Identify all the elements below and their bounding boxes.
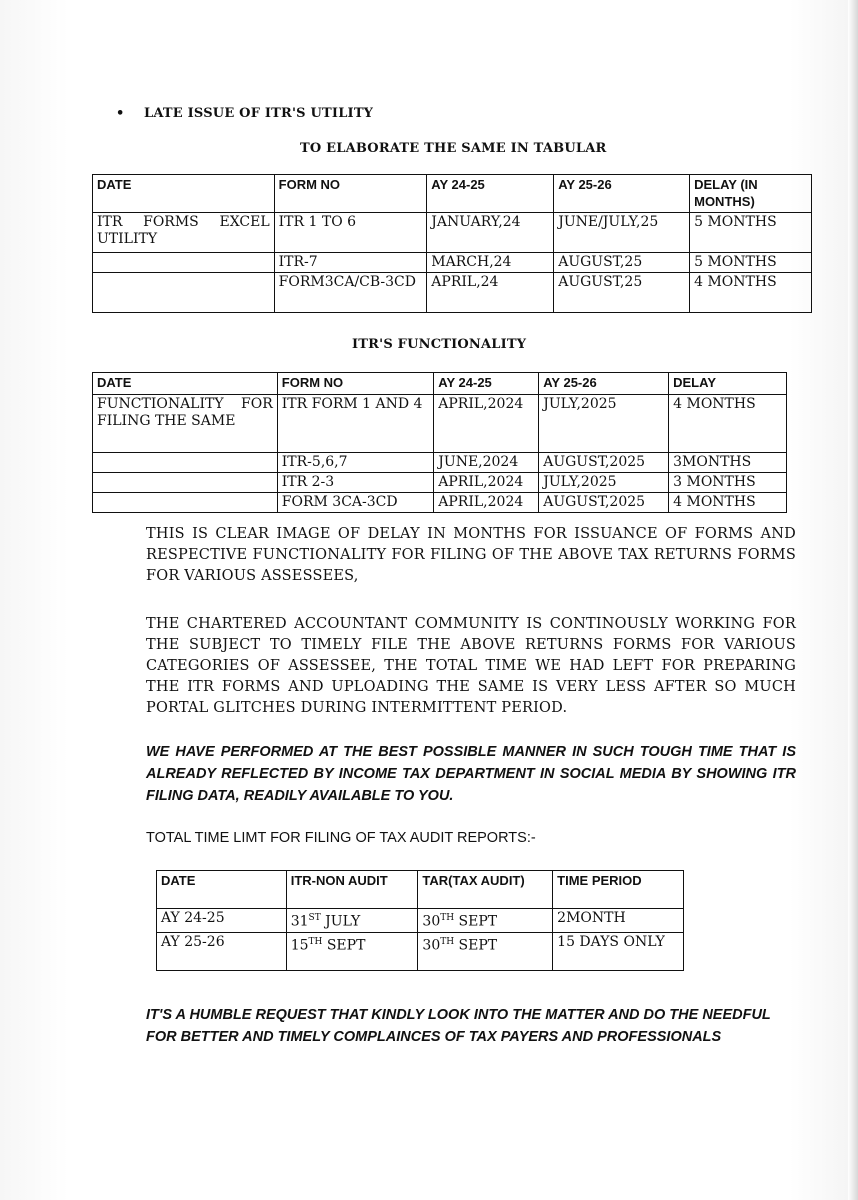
table-cell: ITR-7	[274, 253, 427, 273]
table-header-row	[93, 373, 787, 395]
table-row	[93, 273, 812, 313]
table-cell	[93, 473, 278, 493]
paragraph-ca-community: THE CHARTERED ACCOUNTANT COMMUNITY IS CONTINOUSLY WORKING FOR THE SUBJECT TO TIMELY FILE THE ABOVE RETURNS FORMS FOR VARIOUS CATEGORIES OF ASSESSEE, THE TOTAL TIME WE HAD LEFT FOR PREPARING THE ITR FORMS AND UPLOADING THE SAME IS VERY LESS AFTER SO MUCH PORTAL GLITCHES DURING INTERMITTENT PERIOD.	[146, 616, 796, 716]
table-cell: JULY,2025	[539, 473, 669, 493]
table-cell: MARCH,24	[427, 253, 554, 273]
table-cell: ITR FORM 1 AND 4	[277, 395, 434, 453]
table-cell: JANUARY,24	[427, 213, 554, 253]
table-cell: APRIL,2024	[434, 395, 539, 453]
audit-time-limit-title: TOTAL TIME LIMT FOR FILING OF TAX AUDIT REPORTS:-	[146, 830, 536, 846]
section-title: LATE ISSUE OF ITR'S UTILITY	[144, 106, 374, 121]
table-cell: 5 MONTHS	[690, 253, 812, 273]
table-cell: AUGUST,25	[554, 273, 690, 313]
table-cell: 2MONTH	[553, 909, 684, 933]
column-header: AY 24-25	[427, 175, 554, 213]
table-cell: FORM 3CA-3CD	[277, 493, 434, 513]
table-header-row	[157, 871, 684, 909]
column-header: DATE	[93, 175, 275, 213]
bullet-marker: •	[116, 106, 125, 121]
table-cell: 30TH SEPT	[418, 932, 553, 970]
table-row	[93, 213, 812, 253]
table-cell	[93, 493, 278, 513]
itr-utility-table	[92, 174, 812, 313]
table-cell: 3MONTHS	[669, 453, 787, 473]
table-cell: FORM3CA/CB-3CD	[274, 273, 427, 313]
column-header: AY 25-26	[554, 175, 690, 213]
table-cell: JUNE,2024	[434, 453, 539, 473]
table-cell: 3 MONTHS	[669, 473, 787, 493]
itr-functionality-table	[92, 372, 787, 513]
table-cell: AUGUST,2025	[539, 493, 669, 513]
table-cell: AUGUST,2025	[539, 453, 669, 473]
table-cell: AY 24-25	[157, 909, 287, 933]
table-cell: 31ST JULY	[286, 909, 418, 933]
table-cell: ITR FORMS EXCEL UTILITY	[93, 213, 275, 253]
column-header: DATE	[93, 373, 278, 395]
table-cell: ITR 2-3	[277, 473, 434, 493]
page-edge-shadow	[848, 0, 858, 1200]
table-cell: 15TH SEPT	[286, 932, 418, 970]
table-cell	[93, 453, 278, 473]
table-row	[157, 909, 684, 933]
table-cell: 30TH SEPT	[418, 909, 553, 933]
paragraph-performance: WE HAVE PERFORMED AT THE BEST POSSIBLE MANNER IN SUCH TOUGH TIME THAT IS ALREADY REFLECTED BY INCOME TAX DEPARTMENT IN SOCIAL MEDIA BY SHOWING ITR FILING DATA, READILY AVAILABLE TO YOU.	[146, 744, 796, 804]
table-cell: ITR-5,6,7	[277, 453, 434, 473]
column-header: DELAY	[669, 373, 787, 395]
column-header: ITR-NON AUDIT	[286, 871, 418, 909]
table-cell	[93, 273, 275, 313]
table-cell: 4 MONTHS	[669, 493, 787, 513]
table-cell: 4 MONTHS	[690, 273, 812, 313]
table-row	[93, 253, 812, 273]
table-cell: 4 MONTHS	[669, 395, 787, 453]
subtitle-tabular: TO ELABORATE THE SAME IN TABULAR	[300, 141, 607, 156]
column-header: AY 25-26	[539, 373, 669, 395]
column-header: TAR(TAX AUDIT)	[418, 871, 553, 909]
tax-audit-table	[156, 870, 684, 971]
table-cell: APRIL,24	[427, 273, 554, 313]
table-row	[93, 453, 787, 473]
column-header: FORM NO	[274, 175, 427, 213]
table-cell: AY 25-26	[157, 932, 287, 970]
table-row	[93, 473, 787, 493]
table-header-row	[93, 175, 812, 213]
column-header: AY 24-25	[434, 373, 539, 395]
table-cell: AUGUST,25	[554, 253, 690, 273]
table-row	[93, 395, 787, 453]
table-cell: 15 DAYS ONLY	[553, 932, 684, 970]
table-cell	[93, 253, 275, 273]
table-cell: ITR 1 TO 6	[274, 213, 427, 253]
table-cell: APRIL,2024	[434, 473, 539, 493]
paragraph-delay-summary: THIS IS CLEAR IMAGE OF DELAY IN MONTHS FOR ISSUANCE OF FORMS AND RESPECTIVE FUNCTIONALITY FOR FILING OF THE ABOVE TAX RETURNS FORMS FOR VARIOUS ASSESSEES,	[146, 526, 796, 584]
table-row	[93, 493, 787, 513]
column-header: FORM NO	[277, 373, 434, 395]
table-cell: APRIL,2024	[434, 493, 539, 513]
column-header: DATE	[157, 871, 287, 909]
table-cell: JULY,2025	[539, 395, 669, 453]
table-cell: 5 MONTHS	[690, 213, 812, 253]
column-header: TIME PERIOD	[553, 871, 684, 909]
subtitle-functionality: ITR'S FUNCTIONALITY	[352, 337, 527, 352]
table-row	[157, 932, 684, 970]
table-cell: FUNCTIONALITY FOR FILING THE SAME	[93, 395, 278, 453]
final-request: IT'S A HUMBLE REQUEST THAT KINDLY LOOK INTO THE MATTER AND DO THE NEEDFUL FOR BETTER AND TIMELY COMPLAINCES OF TAX PAYERS AND PROFESSIONALS	[146, 1007, 771, 1045]
column-header: DELAY (IN MONTHS)	[690, 175, 812, 213]
table-cell: JUNE/JULY,25	[554, 213, 690, 253]
